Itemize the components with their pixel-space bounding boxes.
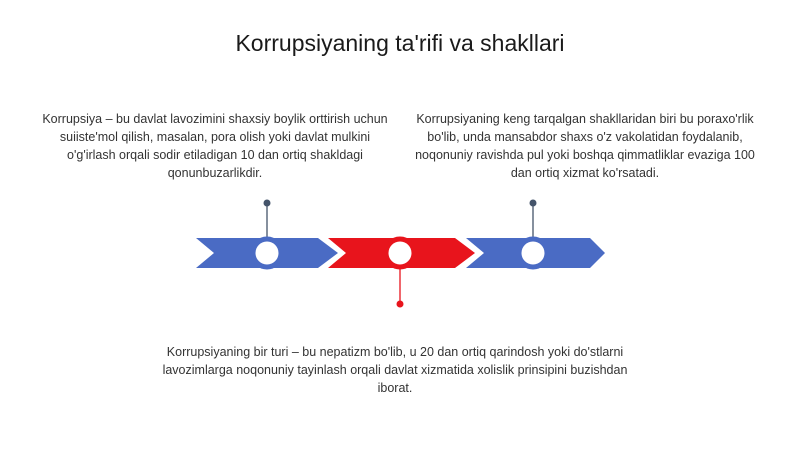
slide-title: Korrupsiyaning ta'rifi va shakllari bbox=[235, 30, 565, 56]
timeline-connector-dot-2 bbox=[397, 301, 404, 308]
timeline-text-2: Korrupsiyaning bir turi – bu nepatizm bo'lib, u 20 dan ortiq qarindosh yoki do'stlarni lavozimlarga noqonuniy tayinlash orqali davlat xizmatida xolislik prinsipini buzishdan iborat. bbox=[162, 345, 628, 395]
timeline-connector-dot-3 bbox=[530, 200, 537, 207]
timeline-connector-dot-1 bbox=[264, 200, 271, 207]
timeline-milestone-2 bbox=[386, 239, 414, 267]
timeline-text-3: Korrupsiyaning keng tarqalgan shakllaridan biri bu poraxo'rlik bo'lib, unda mansabdor shaxs o'z vakolatidan foydalanib, noqonuniy ravishda pul yoki boshqa qimmatliklar evaziga 100 dan ortiq xizmat ko'rsatadi. bbox=[415, 112, 755, 180]
timeline-milestone-3 bbox=[519, 239, 547, 267]
timeline-milestone-1 bbox=[253, 239, 281, 267]
timeline-text-1: Korrupsiya – bu davlat lavozimini shaxsiy boylik orttirish uchun suiiste'mol qilish, masalan, pora olish yoki davlat mulkini o'g'irlash orqali sodir etiladigan 10 dan ortiq shakldagi qonunbuzarlikdir. bbox=[42, 112, 388, 180]
